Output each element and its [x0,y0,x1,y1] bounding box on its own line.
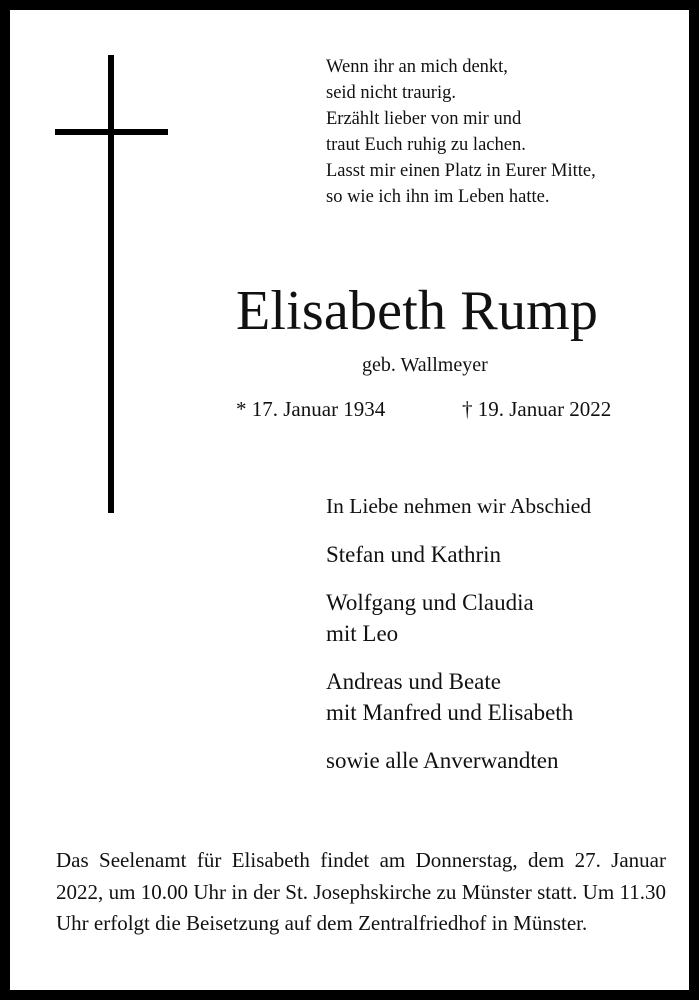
poem-line: Lasst mir einen Platz in Eurer Mitte, [326,161,596,181]
memorial-poem [326,54,676,210]
poem-line: traut Euch ruhig zu lachen. [326,135,526,155]
mourner-group [326,745,558,776]
mourner-group [326,666,573,728]
mourner-line: Wolfgang und Claudia [326,590,534,615]
mourner-line: Andreas und Beate [326,669,501,694]
poem-line: so wie ich ihn im Leben hatte. [326,187,550,207]
maiden-name: geb. Wallmeyer [362,354,488,376]
mourner-group [326,539,501,570]
mourner-line: Stefan und Kathrin [326,542,502,567]
service-announcement: Das Seelenamt für Elisabeth findet am Donnerstag, dem 27. Januar 2022, um 10.00 Uhr in der St. Josephskirche zu Münster statt. Um 11.30 Uhr erfolgt die Beisetzung auf dem Zentralfriedhof in Münster. [56,848,666,935]
mourner-line: sowie alle Anverwandten [326,748,559,773]
deceased-name: Elisabeth Rump [236,280,599,342]
mourners-intro: In Liebe nehmen wir Abschied [326,494,592,518]
mourner-line: mit Leo [326,621,399,646]
poem-line: Wenn ihr an mich denkt, [326,57,508,77]
cross-vertical-bar [108,55,114,513]
mourner-line: mit Manfred und Elisabeth [326,700,574,725]
mourner-group [326,587,534,649]
death-date: † 19. Januar 2022 [462,397,612,421]
birth-date: * 17. Januar 1934 [236,397,386,421]
poem-line: Erzählt lieber von mir und [326,109,522,129]
cross-horizontal-bar [55,129,168,135]
poem-line: seid nicht traurig. [326,83,456,103]
